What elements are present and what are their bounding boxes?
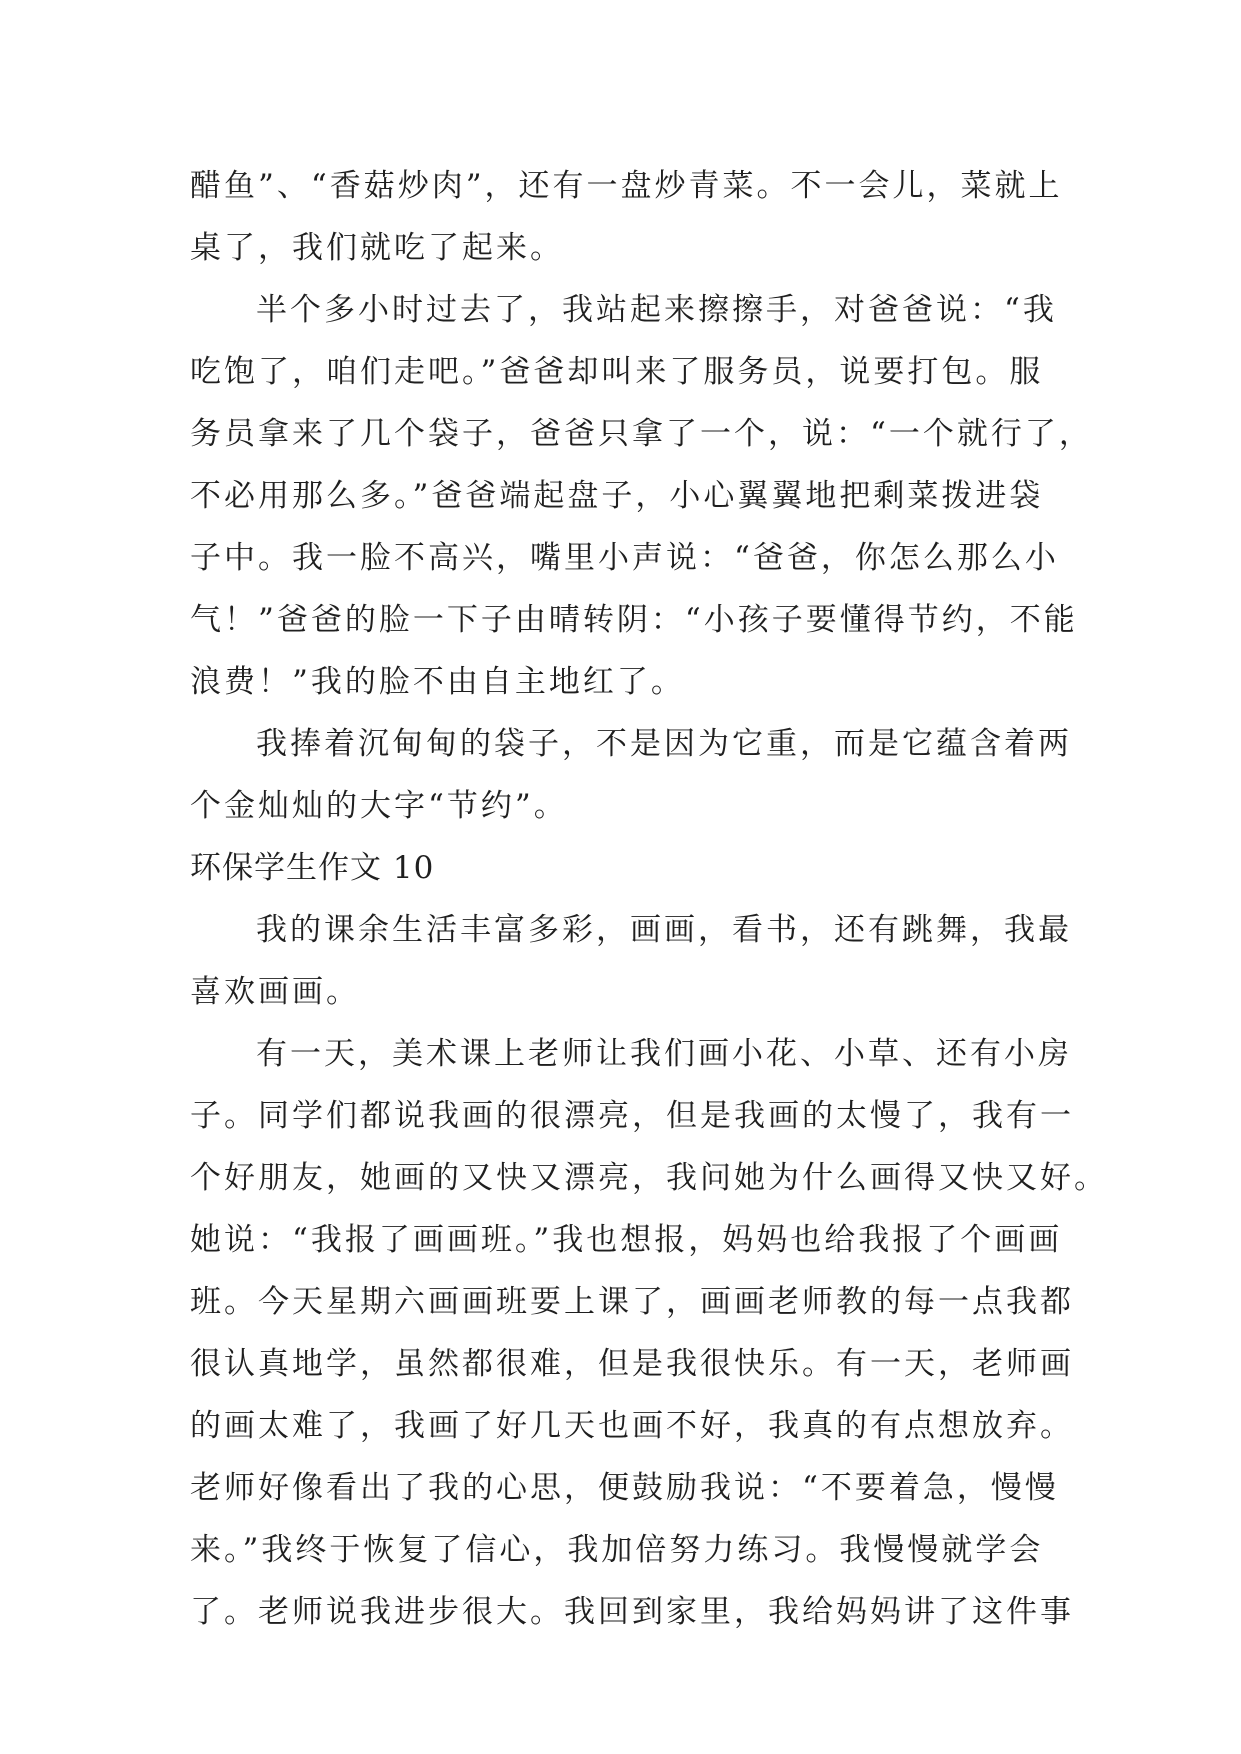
text-line: 子。同学们都说我画的很漂亮，但是我画的太慢了，我有一: [190, 1098, 1074, 1134]
text-line: 很认真地学，虽然都很难，但是我很快乐。有一天，老师画: [190, 1346, 1074, 1382]
text-line: 她说：“我报了画画班。”我也想报，妈妈也给我报了个画画: [190, 1222, 1063, 1258]
text-line: 了。老师说我进步很大。我回到家里，我给妈妈讲了这件事: [190, 1594, 1074, 1630]
paragraph-start: 半个多小时过去了，我站起来擦擦手，对爸爸说：“我: [256, 292, 1057, 328]
text-line: 务员拿来了几个袋子，爸爸只拿了一个，说：“一个就行了，: [190, 416, 1093, 452]
document-body: [190, 155, 1108, 1643]
paragraph-start: 我的课余生活丰富多彩，画画，看书，还有跳舞，我最: [256, 912, 1072, 948]
text-line: 子中。我一脸不高兴，嘴里小声说：“爸爸，你怎么那么小: [190, 540, 1059, 576]
text-line: 老师好像看出了我的心思，便鼓励我说：“不要着急，慢慢: [190, 1470, 1059, 1506]
text-line: 不必用那么多。”爸爸端起盘子，小心翼翼地把剩菜拨进袋: [190, 478, 1044, 514]
text-line: 气！”爸爸的脸一下子由晴转阴：“小孩子要懂得节约，不能: [190, 602, 1078, 638]
text-line: 吃饱了，咱们走吧。”爸爸却叫来了服务员，说要打包。服: [190, 354, 1044, 390]
text-line: 喜欢画画。: [190, 974, 360, 1010]
text-line: 浪费！”我的脸不由自主地红了。: [190, 664, 685, 700]
text-line: 醋鱼”、“香菇炒肉”，还有一盘炒青菜。不一会儿，菜就上: [190, 168, 1063, 204]
paragraph-start: 有一天，美术课上老师让我们画小花、小草、还有小房: [256, 1036, 1072, 1072]
section-heading: 环保学生作文 10: [190, 850, 435, 886]
text-line: 个金灿灿的大字“节约”。: [190, 788, 568, 824]
text-line: 桌了，我们就吃了起来。: [190, 230, 564, 266]
text-line: 来。”我终于恢复了信心，我加倍努力练习。我慢慢就学会: [190, 1532, 1044, 1568]
text-line: 的画太难了，我画了好几天也画不好，我真的有点想放弃。: [190, 1408, 1074, 1444]
text-line: 个好朋友，她画的又快又漂亮，我问她为什么画得又快又好。: [190, 1160, 1108, 1196]
paragraph-start: 我捧着沉甸甸的袋子，不是因为它重，而是它蕴含着两: [256, 726, 1072, 762]
text-line: 班。今天星期六画画班要上课了，画画老师教的每一点我都: [190, 1284, 1074, 1320]
